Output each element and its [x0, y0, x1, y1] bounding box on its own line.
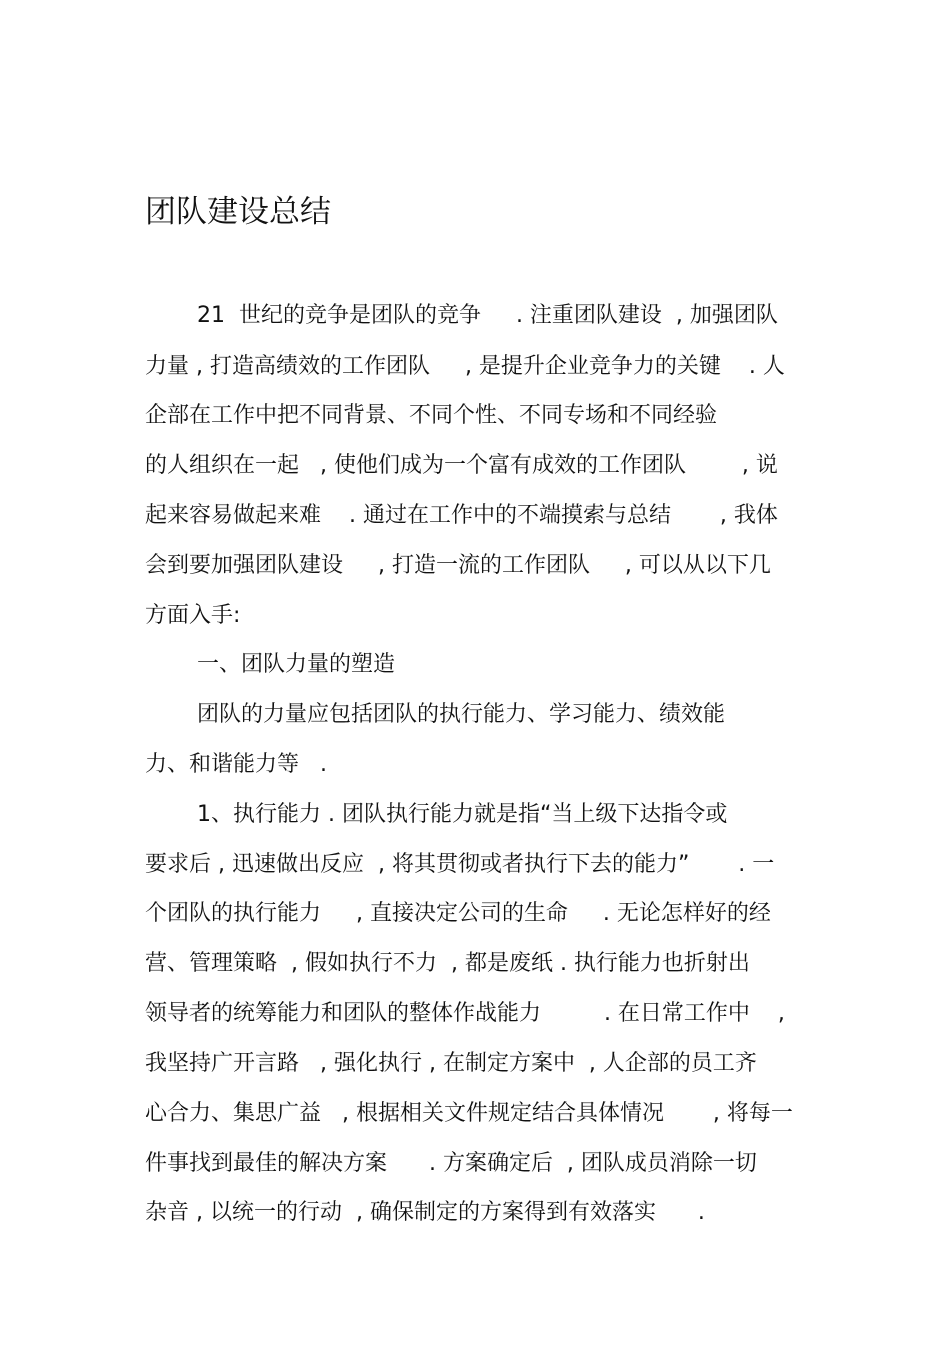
paragraph-line: 团队的力量应包括团队的执行能力、学习能力、绩效能 [197, 702, 726, 727]
section-heading: 一、团队力量的塑造 [197, 652, 396, 677]
paragraph-line: 力、和谐能力等 . [145, 752, 327, 777]
paragraph-line: 会到要加强团队建设 , 打造一流的工作团队 , 可以从以下几 [145, 553, 771, 578]
paragraph-line: 力量 , 打造高绩效的工作团队 , 是提升企业竞争力的关键 . 人 [145, 354, 785, 379]
paragraph-line: 营、管理策略 , 假如执行不力 , 都是废纸 . 执行能力也折射出 [145, 951, 750, 976]
paragraph-line: 的人组织在一起 , 使他们成为一个富有成效的工作团队 , 说 [145, 453, 778, 478]
paragraph-line: 杂音 , 以统一的行动 , 确保制定的方案得到有效落实 . [145, 1200, 705, 1225]
paragraph-line: 企部在工作中把不同背景、不同个性、不同专场和不同经验 [145, 403, 718, 428]
paragraph-line: 我坚持广开言路 , 强化执行 , 在制定方案中 , 人企部的员工齐 [145, 1051, 757, 1076]
paragraph-line: 21 世纪的竞争是团队的竞争 . 注重团队建设 , 加强团队 [197, 303, 778, 328]
paragraph-line: 个团队的执行能力 , 直接决定公司的生命 . 无论怎样好的经 [145, 901, 771, 926]
paragraph-line: 1、执行能力 . 团队执行能力就是指“当上级下达指令或 [197, 802, 728, 827]
paragraph-line: 起来容易做起来难 . 通过在工作中的不端摸索与总结 , 我体 [145, 503, 778, 528]
paragraph-line: 方面入手: [145, 603, 241, 628]
paragraph-line: 心合力、集思广益 , 根据相关文件规定结合具体情况 , 将每一 [145, 1101, 793, 1126]
paragraph-line: 领导者的统筹能力和团队的整体作战能力 . 在日常工作中 , [145, 1001, 785, 1026]
document-title: 团队建设总结 [145, 194, 331, 230]
paragraph-line: 要求后 , 迅速做出反应 , 将其贯彻或者执行下去的能力” . 一 [145, 852, 775, 877]
paragraph-line: 件事找到最佳的解决方案 . 方案确定后 , 团队成员消除一切 [145, 1151, 757, 1176]
